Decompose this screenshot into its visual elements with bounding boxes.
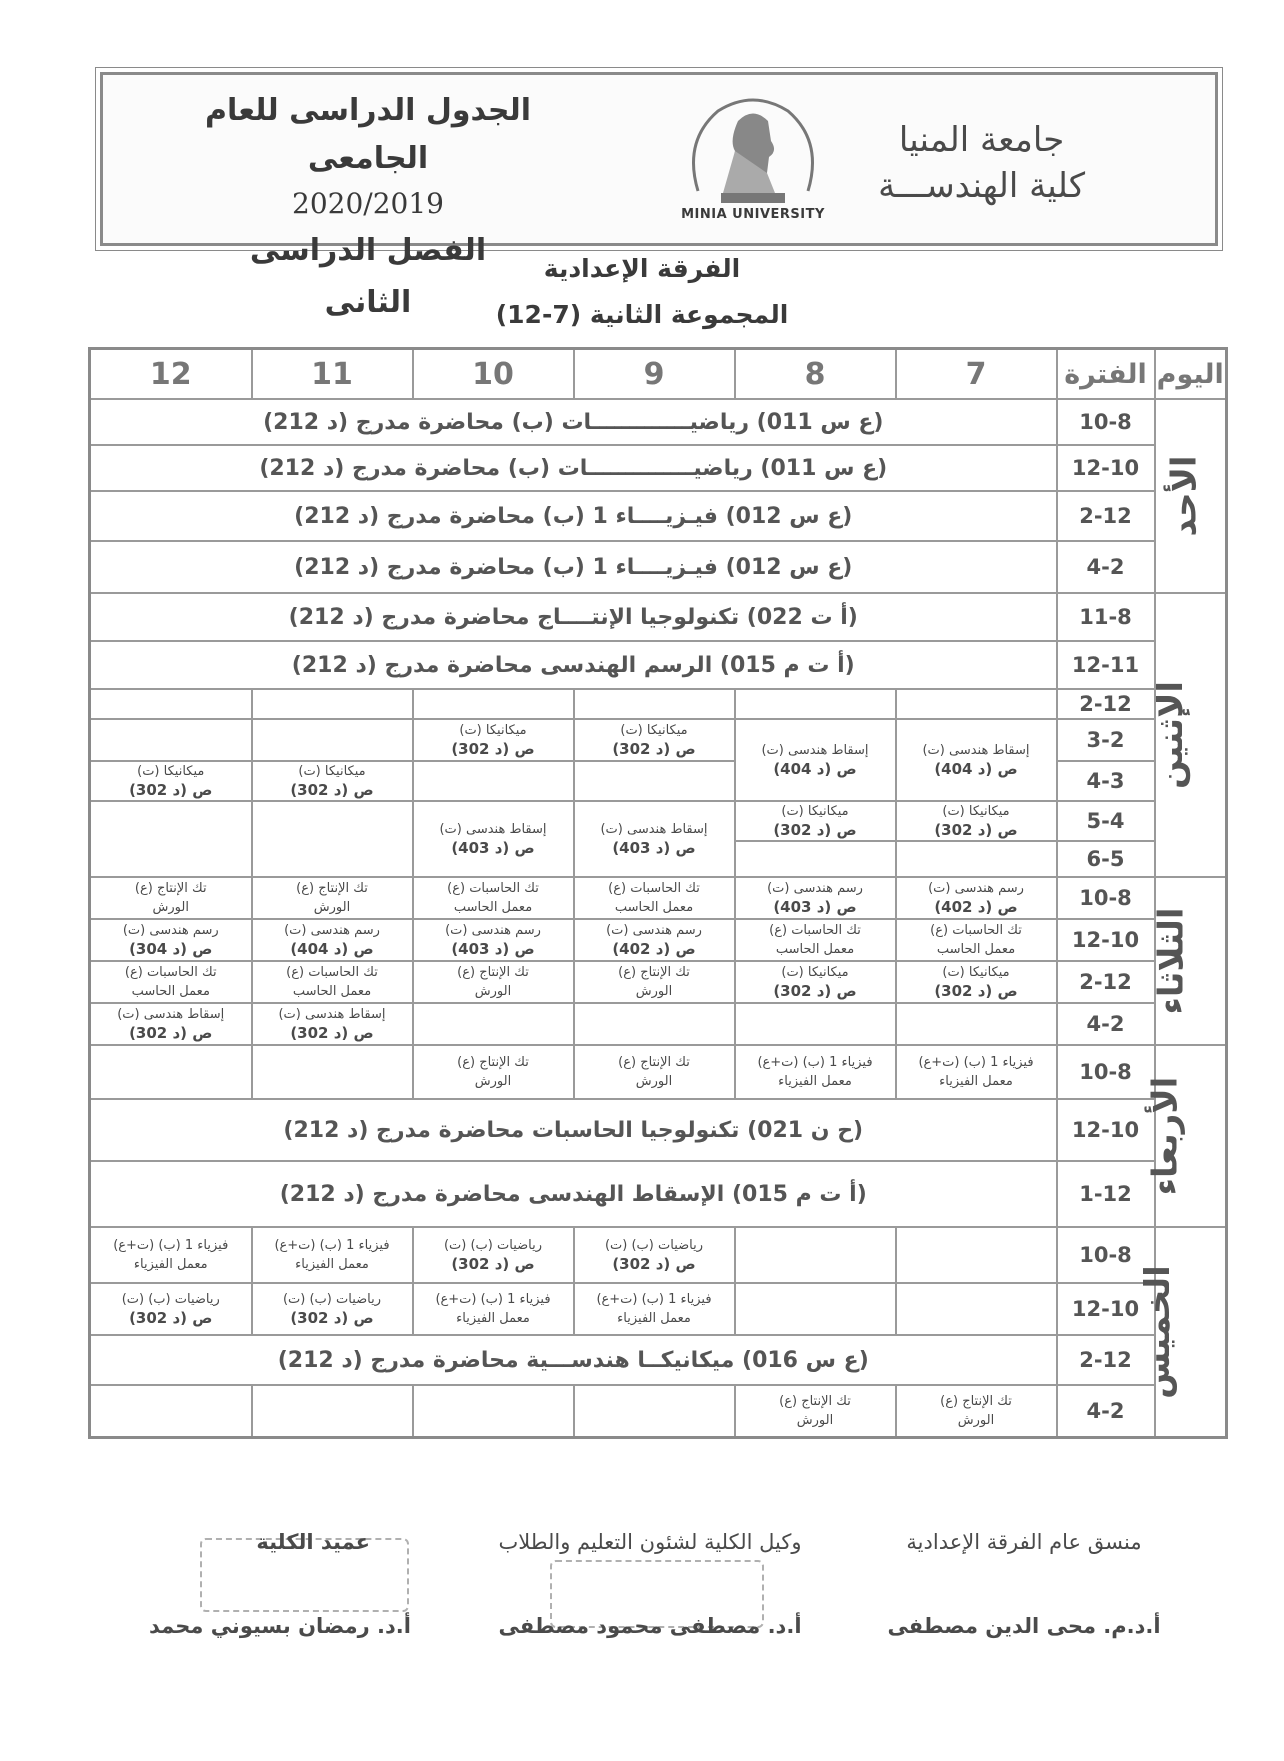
room-name: معمل الفيزياء	[295, 1257, 369, 1272]
room-name: ص (د 302)	[773, 821, 857, 839]
table-row	[90, 1161, 1227, 1227]
room-name: معمل الفيزياء	[456, 1311, 530, 1326]
table-row	[90, 1099, 1227, 1161]
class-cell	[574, 1227, 735, 1283]
course-name: تك الحاسبات (ع)	[769, 923, 861, 938]
empty-cell	[896, 1283, 1057, 1335]
course-name: تك الحاسبات (ع)	[124, 965, 217, 980]
course-name: تك الحاسبات (ع)	[930, 923, 1022, 938]
academic-year: 2020/2019	[292, 187, 444, 220]
class-cell	[574, 1045, 735, 1099]
room-name: الورش	[474, 1074, 512, 1089]
period-cell: 4-2	[1057, 541, 1155, 593]
schedule-table	[88, 347, 1228, 1439]
table-row	[90, 877, 1227, 919]
course-name: رسم هندسى (ت)	[122, 923, 219, 938]
room-name: ص (د 302)	[129, 1309, 213, 1327]
room-name: الورش	[635, 1074, 673, 1089]
institution-block	[878, 117, 1085, 209]
logo-caption: MINIA UNIVERSITY	[681, 207, 825, 222]
table-row	[90, 1335, 1227, 1385]
table-row	[90, 541, 1227, 593]
table-row	[90, 445, 1227, 491]
empty-cell	[252, 1385, 413, 1437]
course-name: تك الإنتاج (ع)	[134, 881, 207, 896]
room-name: معمل الفيزياء	[617, 1311, 691, 1326]
class-cell	[574, 919, 735, 961]
lecture-cell: (ع س 012) فيـزيــــاء 1 (ب) محاضرة مدرج (د 212)	[90, 541, 1057, 593]
lecture-cell: (أ ت 022) تكنولوجيا الإنتــــاج محاضرة مدرج (د 212)	[90, 593, 1057, 641]
day-label: الثلاثاء	[1151, 907, 1192, 1015]
class-cell	[896, 919, 1057, 961]
empty-cell	[90, 1045, 252, 1099]
class-cell	[574, 961, 735, 1003]
room-name: ص (د 302)	[290, 1024, 374, 1042]
class-cell	[574, 877, 735, 919]
room-name: الورش	[796, 1412, 834, 1428]
course-name: تك الإنتاج (ع)	[296, 881, 368, 896]
room-name: ص (د 302)	[451, 740, 535, 758]
table-row	[90, 593, 1227, 641]
faculty-name: كلية الهندســـة	[878, 166, 1085, 206]
day-cell	[1151, 877, 1227, 1045]
day-label: الخميس	[1138, 1264, 1179, 1399]
room-name: الورش	[957, 1412, 995, 1428]
empty-cell	[413, 689, 574, 719]
empty-cell	[90, 689, 252, 719]
coordinator-title: منسق عام الفرقة الإعدادية	[906, 1530, 1142, 1554]
table-row	[90, 1283, 1227, 1335]
room-name: ص (د 302)	[129, 1024, 213, 1042]
class-cell	[252, 1283, 413, 1335]
room-name: ص (د 302)	[290, 781, 374, 799]
empty-cell	[896, 841, 1057, 877]
room-name: معمل الحاسب	[775, 942, 855, 957]
class-cell	[896, 801, 1057, 841]
table-row	[90, 1003, 1227, 1045]
period-cell: 11-8	[1057, 593, 1155, 641]
period-cell: 6-5	[1057, 841, 1155, 877]
room-name: معمل الفيزياء	[133, 1257, 208, 1272]
day-label: الأحد	[1164, 455, 1205, 537]
room-name: ص (د 402)	[934, 898, 1018, 916]
day-label: الأربعاء	[1145, 1076, 1186, 1196]
empty-cell	[896, 1003, 1057, 1045]
empty-cell	[735, 841, 896, 877]
period-cell: 4-2	[1057, 1003, 1155, 1045]
course-name: ميكانيكا (ت)	[620, 723, 688, 738]
period-cell: 3-2	[1057, 719, 1155, 761]
period-cell: 12-11	[1057, 641, 1155, 689]
period-cell: 10-8	[1057, 399, 1155, 445]
class-cell	[413, 877, 574, 919]
course-name: تك الإنتاج (ع)	[457, 1055, 529, 1070]
empty-cell	[252, 689, 413, 719]
vice-dean-signature	[460, 1530, 840, 1638]
course-name: فيزياء 1 (ب) (ت+ع)	[757, 1055, 873, 1070]
empty-cell	[574, 761, 735, 801]
class-cell	[90, 877, 252, 919]
empty-cell	[574, 689, 735, 719]
dean-signature	[130, 1530, 430, 1638]
empty-cell	[413, 1003, 574, 1045]
table-row	[90, 689, 1227, 719]
period-cell: 2-12	[1057, 491, 1155, 541]
lecture-cell: (أ ت م 015) الإسقاط الهندسى محاضرة مدرج (د 212)	[90, 1161, 1057, 1227]
course-name: تك الإنتاج (ع)	[779, 1393, 851, 1409]
period-cell: 5-4	[1057, 801, 1155, 841]
class-cell	[735, 801, 896, 841]
course-name: تك الإنتاج (ع)	[457, 965, 529, 980]
class-cell	[252, 1227, 413, 1283]
course-name: ميكانيكا (ت)	[781, 804, 849, 819]
period-cell: 10-8	[1057, 1227, 1155, 1283]
room-name: ص (د 304)	[129, 940, 213, 958]
table-row	[90, 641, 1227, 689]
group-title: المجموعة الثانية (7-12)	[495, 300, 789, 329]
empty-cell	[413, 761, 574, 801]
vice-dean-title: وكيل الكلية لشئون التعليم والطلاب	[498, 1530, 802, 1554]
room-name: ص (د 302)	[934, 982, 1018, 1000]
period-cell: 2-12	[1057, 1335, 1155, 1385]
period-cell: 10-8	[1057, 1045, 1155, 1099]
course-name: رياضيات (ب) (ت)	[282, 1292, 382, 1307]
table-row	[90, 719, 1227, 761]
class-cell	[735, 961, 896, 1003]
course-name: فيزياء 1 (ب) (ت+ع)	[918, 1055, 1034, 1070]
class-cell	[735, 919, 896, 961]
empty-cell	[252, 1045, 413, 1099]
class-cell	[252, 1003, 413, 1045]
class-cell	[413, 1283, 574, 1335]
class-cell	[252, 919, 413, 961]
room-name: ص (د 302)	[129, 781, 213, 799]
schedule-title: الجدول الدراسى للعام الجامعى	[204, 93, 532, 176]
group-header: 12	[90, 349, 252, 400]
course-name: فيزياء 1 (ب) (ت+ع)	[113, 1238, 229, 1253]
course-name: إسقاط هندسى (ت)	[278, 1007, 386, 1022]
course-name: رسم هندسى (ت)	[284, 923, 380, 938]
period-cell: 12-10	[1057, 1283, 1155, 1335]
empty-cell	[413, 1385, 574, 1437]
course-name: رسم هندسى (ت)	[767, 881, 863, 896]
course-name: إسقاط هندسى (ت)	[761, 743, 869, 758]
empty-cell	[735, 689, 896, 719]
lecture-cell: (ح ن 021) تكنولوجيا الحاسبات محاضرة مدرج (د 212)	[90, 1099, 1057, 1161]
course-name: إسقاط هندسى (ت)	[439, 822, 547, 837]
class-cell	[735, 877, 896, 919]
class-cell	[413, 719, 574, 761]
period-cell: 10-8	[1057, 877, 1155, 919]
period-cell: 4-2	[1057, 1385, 1155, 1437]
period-column-header: الفترة	[1057, 349, 1155, 400]
course-name: رسم هندسى (ت)	[445, 923, 541, 938]
room-name: ص (د 302)	[773, 982, 857, 1000]
room-name: معمل الحاسب	[292, 984, 372, 999]
dean-title: عميد الكلية	[256, 1530, 370, 1554]
table-row	[90, 491, 1227, 541]
empty-cell	[735, 1003, 896, 1045]
lecture-cell: (ع س 011) رياضيــــــــــــــات (ب) محاضرة مدرج (د 212)	[90, 445, 1057, 491]
lecture-cell: (ع س 016) ميكانيكــا هندســـية محاضرة مدرج (د 212)	[90, 1335, 1057, 1385]
room-name: ص (د 404)	[934, 760, 1018, 778]
class-cell	[90, 1227, 252, 1283]
vice-dean-name: أ.د. مصطفى محمود مصطفى	[498, 1614, 802, 1638]
table-row	[90, 761, 1227, 801]
table-row	[90, 961, 1227, 1003]
room-name: ص (د 403)	[451, 940, 535, 958]
empty-cell	[252, 719, 413, 761]
room-name: ص (د 403)	[773, 898, 857, 916]
empty-cell	[90, 719, 252, 761]
class-cell	[90, 961, 252, 1003]
class-cell	[90, 761, 252, 801]
semester-label: الفصل الدراسى الثانى	[249, 233, 487, 320]
course-name: إسقاط هندسى (ت)	[117, 1007, 225, 1022]
class-cell	[413, 919, 574, 961]
room-name: ص (د 302)	[934, 821, 1018, 839]
class-cell	[896, 1385, 1057, 1437]
course-name: فيزياء 1 (ب) (ت+ع)	[435, 1292, 551, 1307]
day-cell	[1150, 593, 1227, 877]
period-cell: 1-12	[1057, 1161, 1155, 1227]
course-name: تك الإنتاج (ع)	[618, 1055, 690, 1070]
dean-name: أ.د. رمضان بسيوني محمد	[149, 1614, 411, 1638]
class-cell	[896, 1045, 1057, 1099]
empty-cell	[574, 1385, 735, 1437]
period-cell: 2-12	[1057, 961, 1155, 1003]
course-name: تك الحاسبات (ع)	[608, 881, 700, 896]
room-name: ص (د 404)	[290, 940, 374, 958]
university-name: جامعة المنيا	[898, 120, 1065, 160]
course-name: ميكانيكا (ت)	[781, 965, 849, 980]
table-row	[90, 399, 1227, 445]
empty-cell	[896, 689, 1057, 719]
period-cell: 12-10	[1057, 445, 1155, 491]
room-name: معمل الحاسب	[614, 900, 694, 915]
table-row	[90, 801, 1227, 841]
course-name: فيزياء 1 (ب) (ت+ع)	[274, 1238, 390, 1253]
course-name: ميكانيكا (ت)	[942, 965, 1010, 980]
course-name: رسم هندسى (ت)	[606, 923, 702, 938]
room-name: الورش	[313, 900, 351, 915]
level-title: الفرقة الإعدادية	[543, 254, 741, 283]
empty-cell	[252, 801, 413, 877]
table-header-row	[90, 349, 1227, 400]
period-cell: 12-10	[1057, 919, 1155, 961]
group-header: 10	[413, 349, 574, 400]
course-name: رسم هندسى (ت)	[928, 881, 1024, 896]
course-name: ميكانيكا (ت)	[137, 764, 205, 779]
room-name: الورش	[635, 984, 673, 999]
class-cell	[252, 761, 413, 801]
coordinator-name: أ.د.م. محى الدين مصطفى	[887, 1614, 1161, 1638]
room-name: ص (د 404)	[773, 760, 857, 778]
table-row	[90, 1227, 1227, 1283]
course-name: تك الإنتاج (ع)	[940, 1393, 1012, 1409]
class-cell	[90, 1283, 252, 1335]
class-cell	[252, 961, 413, 1003]
class-cell	[413, 1227, 574, 1283]
table-row	[90, 1385, 1227, 1437]
course-name: إسقاط هندسى (ت)	[600, 822, 708, 837]
class-cell	[735, 1045, 896, 1099]
class-cell	[574, 1283, 735, 1335]
room-name: معمل الفيزياء	[939, 1074, 1013, 1089]
empty-cell	[90, 1385, 252, 1437]
class-cell	[896, 877, 1057, 919]
day-cell	[1155, 399, 1227, 593]
course-name: إسقاط هندسى (ت)	[922, 743, 1030, 758]
room-name: ص (د 403)	[451, 839, 535, 857]
lecture-cell: (ع س 011) رياضيـــــــــــــات (ب) محاضرة مدرج (د 212)	[90, 399, 1057, 445]
class-cell	[90, 1003, 252, 1045]
class-cell	[574, 801, 735, 877]
day-label: الإثنين	[1150, 680, 1191, 790]
period-cell: 2-12	[1057, 689, 1155, 719]
lecture-cell: (أ ت م 015) الرسم الهندسى محاضرة مدرج (د 212)	[90, 641, 1057, 689]
room-name: معمل الفيزياء	[778, 1074, 852, 1089]
room-name: ص (د 402)	[612, 940, 696, 958]
empty-cell	[735, 1227, 896, 1283]
room-name: ص (د 302)	[612, 1255, 696, 1273]
room-name: الورش	[474, 984, 512, 999]
class-cell	[252, 877, 413, 919]
table-row	[90, 919, 1227, 961]
day-cell	[1145, 1045, 1227, 1227]
group-header: 8	[735, 349, 896, 400]
empty-cell	[896, 1227, 1057, 1283]
room-name: الورش	[152, 900, 189, 915]
room-name: معمل الحاسب	[453, 900, 533, 915]
title-block	[203, 87, 533, 329]
group-header: 11	[252, 349, 413, 400]
class-cell	[735, 1385, 896, 1437]
course-name: رياضيات (ب) (ت)	[443, 1238, 543, 1253]
room-name: معمل الحاسب	[936, 942, 1016, 957]
room-name: ص (د 403)	[612, 839, 696, 857]
class-cell	[413, 1045, 574, 1099]
course-name: رياضيات (ب) (ت)	[604, 1238, 704, 1253]
room-name: معمل الحاسب	[131, 984, 210, 999]
course-name: رياضيات (ب) (ت)	[121, 1292, 220, 1307]
course-name: فيزياء 1 (ب) (ت+ع)	[596, 1292, 712, 1307]
empty-cell	[735, 1283, 896, 1335]
course-name: تك الحاسبات (ع)	[286, 965, 378, 980]
day-cell	[1138, 1227, 1227, 1437]
course-name: ميكانيكا (ت)	[298, 764, 366, 779]
room-name: ص (د 302)	[612, 740, 696, 758]
class-cell	[896, 719, 1057, 801]
table-row	[90, 1045, 1227, 1099]
course-name: تك الحاسبات (ع)	[447, 881, 539, 896]
empty-cell	[90, 801, 252, 877]
class-cell	[90, 919, 252, 961]
period-cell: 12-10	[1057, 1099, 1155, 1161]
course-name: تك الإنتاج (ع)	[618, 965, 690, 980]
room-name: ص (د 302)	[290, 1309, 374, 1327]
class-cell	[413, 961, 574, 1003]
lecture-cell: (ع س 012) فيـزيــــاء 1 (ب) محاضرة مدرج (د 212)	[90, 491, 1057, 541]
group-header: 7	[896, 349, 1057, 400]
class-cell	[735, 719, 896, 801]
course-name: ميكانيكا (ت)	[942, 804, 1010, 819]
day-column-header: اليوم	[1155, 349, 1227, 400]
room-name: ص (د 302)	[451, 1255, 535, 1273]
empty-cell	[574, 1003, 735, 1045]
period-cell: 4-3	[1057, 761, 1155, 801]
coordinator-signature	[864, 1530, 1184, 1638]
class-cell	[574, 719, 735, 761]
group-header: 9	[574, 349, 735, 400]
class-cell	[896, 961, 1057, 1003]
course-name: ميكانيكا (ت)	[459, 723, 527, 738]
class-cell	[413, 801, 574, 877]
